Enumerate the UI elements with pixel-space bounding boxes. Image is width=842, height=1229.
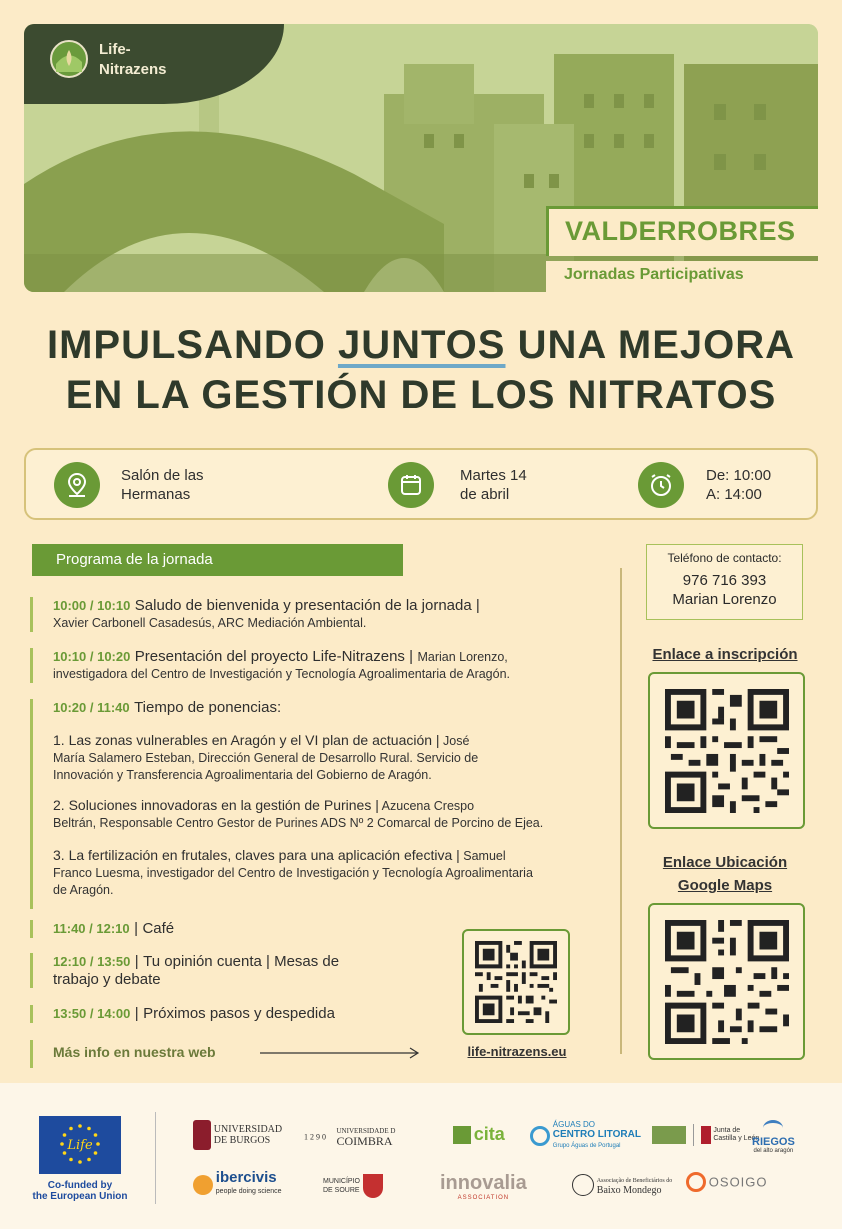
- crest-icon: [363, 1174, 383, 1198]
- website-qr-code[interactable]: [462, 929, 570, 1035]
- divider: [620, 568, 622, 1054]
- maps-link[interactable]: Enlace Ubicación Google Maps: [662, 854, 788, 894]
- page-title: IMPULSANDO JUNTOS UNA MEJORA EN LA GESTIÓN DE LOS NITRATOS: [46, 323, 796, 417]
- title-highlight: JUNTOS: [337, 323, 506, 367]
- logo-text: Life- Nitrazens: [99, 41, 167, 78]
- calendar-icon: [388, 462, 434, 508]
- talk-item: 3. La fertilización en frutales, claves para una aplicación efectiva | Samuel Franco Luesma, investigador del Centro de Investigación y Tecnología Agroalimentaria de Aragón.: [53, 847, 533, 897]
- footer: [0, 1083, 842, 1229]
- registration-link[interactable]: Enlace a inscripción: [652, 646, 798, 663]
- contact-name: Marian Lorenzo: [672, 591, 777, 608]
- aguas-centro-litoral-logo: ÁGUAS DO CENTRO LITORAL Grupo Águas de Portugal: [530, 1120, 641, 1151]
- shield-icon: [701, 1126, 711, 1144]
- location-text: Salón de las Hermanas: [121, 467, 204, 503]
- life-nitrazens-logo-icon: [50, 40, 88, 78]
- contact-phone: 976 716 393: [682, 572, 767, 589]
- innovalia-logo: innovalia ASSOCIATION: [440, 1172, 527, 1201]
- program-item: 10:00 / 10:10 Saludo de bienvenida y presentación de la jornada | Xavier Carbonell Casadesús, ARC Mediación Ambiental.: [30, 597, 590, 632]
- eu-flag-logo: [39, 1116, 121, 1174]
- qr-code-icon: [665, 689, 789, 813]
- contact-box: [646, 544, 803, 620]
- maps-qr-code[interactable]: [648, 903, 805, 1060]
- date-text: Martes 14 de abril: [460, 467, 527, 503]
- program-item: 10:20 / 11:40 Tiempo de ponencias:: [30, 699, 595, 909]
- place-title: VALDERROBRES: [546, 206, 818, 256]
- program-item: 11:40 / 12:10 | Café: [30, 920, 174, 938]
- footer-divider: [155, 1112, 156, 1204]
- arrow-right-icon: [260, 1046, 422, 1060]
- riegos-alto-aragon-logo: RIEGOS del alto aragón: [752, 1120, 795, 1154]
- universidad-burgos-logo: UNIVERSIDAD DE BURGOS: [193, 1120, 282, 1150]
- registration-qr-code[interactable]: [648, 672, 805, 829]
- universidade-coimbra-logo: 1 2 9 0 UNIVERSIDADE D COIMBRA: [304, 1127, 396, 1148]
- ibercivis-logo: ibercivis people doing science: [193, 1172, 282, 1197]
- ab-mark-icon: [572, 1174, 594, 1196]
- event-info-bar: [24, 448, 818, 520]
- osoigo-mark-icon: [686, 1172, 706, 1192]
- location-pin-icon: [54, 462, 100, 508]
- talk-item: 1. Las zonas vulnerables en Aragón y el VI plan de actuación | José María Salamero Esteban, Dirección General de Desarrollo Rural. Servicio de Innovación y Transferencia Agroalimentaria del Gobierno de Aragón.: [53, 732, 479, 782]
- program-heading: Programa de la jornada: [32, 544, 403, 576]
- municipio-soure-logo: MUNICÍPIO DE SOURE: [323, 1174, 383, 1198]
- cita-mark-icon: [453, 1126, 471, 1144]
- contact-label: Teléfono de contacto:: [667, 551, 782, 565]
- qr-code-icon: [475, 941, 557, 1023]
- ibercivis-mark-icon: [193, 1175, 213, 1195]
- landscape-icon: [652, 1126, 686, 1144]
- shield-icon: [193, 1120, 211, 1150]
- program-item: 13:50 / 14:00 | Próximos pasos y despedida: [30, 1005, 335, 1023]
- junta-castilla-leon-logo: Junta de Castilla y León: [652, 1124, 759, 1146]
- eu-cofunded-text: Co-funded by the European Union: [32, 1180, 128, 1202]
- baixo-mondego-logo: Associação de Beneficiários do Baixo Mondego: [572, 1174, 672, 1196]
- time-text: De: 10:00 A: 14:00: [706, 467, 772, 503]
- qr-code-icon: [665, 920, 789, 1044]
- clock-icon: [638, 462, 684, 508]
- osoigo-logo: OSOIGO: [686, 1172, 768, 1192]
- drop-icon: [763, 1120, 783, 1136]
- program-item: 10:10 / 10:20 Presentación del proyecto Life-Nitrazens | Marian Lorenzo, investigadora del Centro de Investigación y Tecnología Agroalimentaria de Aragón.: [30, 648, 595, 683]
- program-item: 12:10 / 13:50 | Tu opinión cuenta | Mesas de trabajo y debate: [30, 953, 410, 988]
- event-subtitle: Jornadas Participativas: [546, 261, 818, 292]
- website-link[interactable]: life-nitrazens.eu: [467, 1044, 567, 1059]
- more-info: Más info en nuestra web: [30, 1040, 216, 1068]
- cita-logo: cita: [453, 1124, 505, 1145]
- water-icon: [530, 1126, 550, 1146]
- svg-text:Life: Life: [67, 1138, 93, 1153]
- talk-item: 2. Soluciones innovadoras en la gestión de Purines | Azucena Crespo Beltrán, Responsable Centro Gestor de Purines ADS Nº 2 Comarcal de Porcino de Ejea.: [53, 797, 544, 830]
